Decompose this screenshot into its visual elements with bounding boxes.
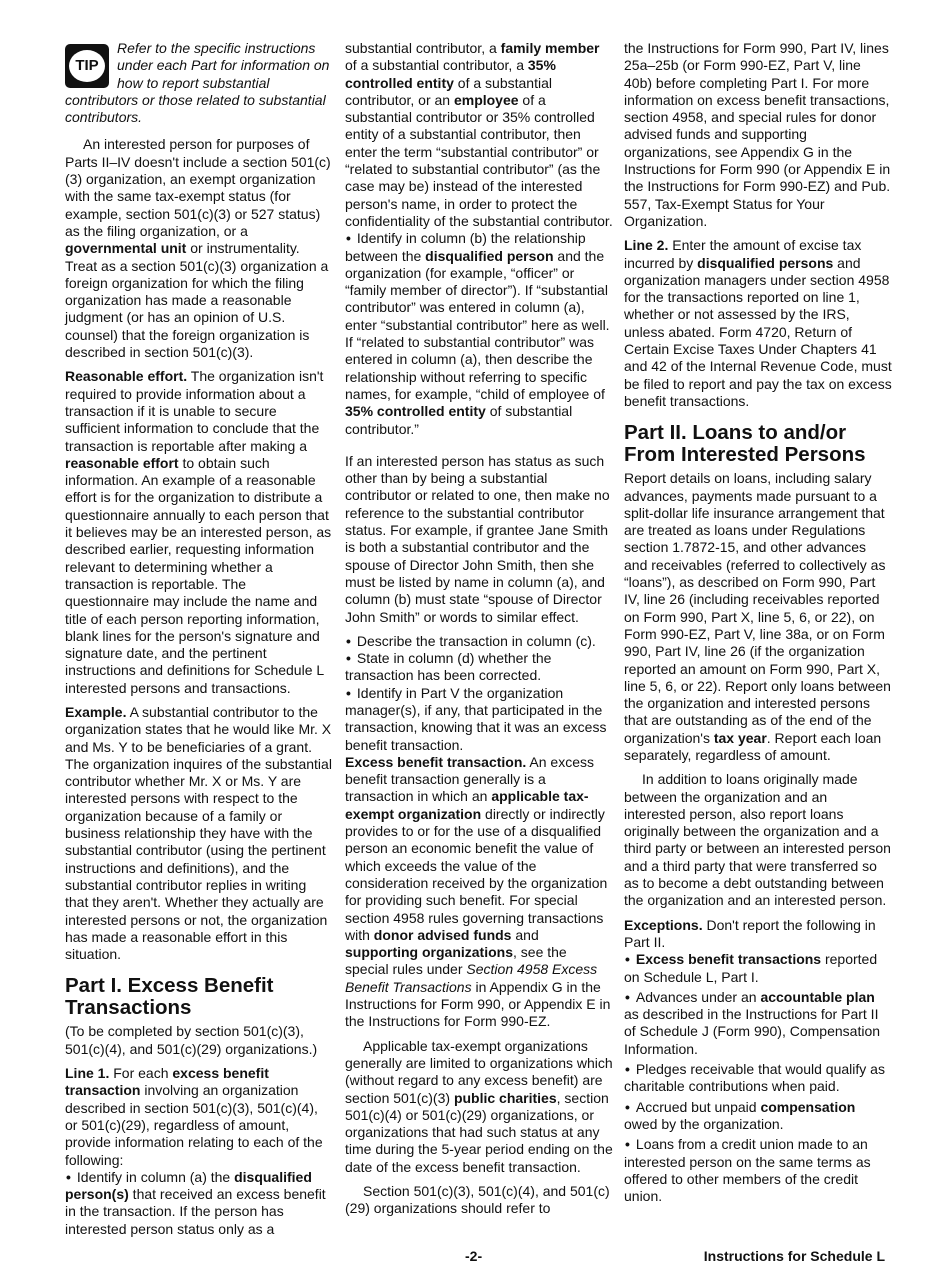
bold-term: 35% controlled entity — [345, 57, 556, 91]
bold-term: compensation — [760, 1098, 856, 1115]
bold-term: tax year — [713, 729, 767, 746]
text-run: of a substantial contributor, a — [345, 57, 528, 74]
bold-term: 35% controlled entity — [345, 403, 486, 420]
bullet-item — [345, 650, 613, 685]
text-run: of a substantial contributor or 35% controlled entity of a substantial contributor, then enter the term “substantial contributor” or “related to substantial contributor” (as the case may be) instead of the interested person's name, in order to protect the confidentiality of the substantial contributor. — [345, 91, 613, 229]
bold-term: Reasonable effort. — [65, 368, 188, 385]
paragraph — [624, 470, 892, 764]
paragraph — [65, 136, 333, 361]
bold-term: disqualified persons — [697, 254, 834, 271]
page-number: -2- — [465, 1248, 483, 1264]
text-run: Identify in column (b) the relationship between the — [345, 230, 586, 264]
italic-reference: Section 4958 Excess Benefit Transactions — [345, 961, 598, 995]
text-run: to obtain such information. An example of a reasonable effort is for the organization to distribute a questionnaire annually to each person that it believes may be an interested person, as described earlier, requesting information relevant to determining whether a transaction is reportable. The questionnaire may include the name and title of each person reporting information, blank lines for the person's signature and signature date, and the pertinent instructions and definitions for Schedule L interested persons and transactions. — [65, 454, 332, 696]
text-run: Loans from a credit union made to an interested person on the same terms as offered to other members of the credit union. — [624, 1136, 871, 1205]
text-run: Pledges receivable that would qualify as charitable contributions when paid. — [624, 1061, 885, 1095]
bold-term: excess benefit transaction — [65, 1065, 269, 1099]
text-run: involving an organization described in section 501(c)(3), 501(c)(4), or 501(c)(29), regardless of amount, provide information relating to each of the following: — [65, 1082, 323, 1168]
text-run: An excess benefit transaction generally is a transaction in which an — [345, 753, 594, 805]
text-run: (To be completed by section 501(c)(3), 501(c)(4), and 501(c)(29) organizations.) — [65, 1023, 318, 1057]
text-run: as described in the Instructions for Part II of Schedule J (Form 990), Compensation Information. — [624, 1006, 881, 1057]
bold-term: governmental unit — [65, 240, 187, 257]
bold-term: reasonable effort — [65, 454, 179, 471]
text-run: A substantial contributor to the organization states that he would like Mr. X and Ms. Y to be beneficiaries of a grant. The organization inquires of the substantial contributor whether Mr. X or Ms. Y are interested persons with respect to the organization because of a family or business relationship they have with the substantial contributor (using the pertinent instructions and definitions), and the substantial contributor replies in writing that they aren't. Whether they actually are interested persons or not, the organization has made a reasonable effort in this situation. — [65, 703, 332, 963]
text-run: The organization isn't required to provide information about a transaction if it is unable to secure sufficient information to conclude that the transaction is reportable after making a — [65, 368, 324, 454]
column-2 — [345, 40, 613, 1225]
bullet-item — [624, 989, 892, 1058]
tip-icon-label: TIP — [69, 50, 105, 82]
paragraph — [65, 1065, 333, 1169]
bold-term: donor advised funds — [373, 926, 512, 943]
text-run: Accrued but unpaid — [635, 1098, 761, 1115]
bold-term: public charities — [453, 1089, 557, 1106]
bullet-item — [345, 633, 613, 650]
section-heading — [624, 422, 892, 466]
text-run: Identify in column (a) the — [76, 1168, 235, 1185]
text-run: and the organization (for example, “officer” or “family member of director”). If “substantial contributor” was entered in column (a), enter “substantial contributor” here as well. If “related to substantial contributor” was entered in column (a), then describe the relationship without referring to specific names, for example, “child of employee of — [345, 247, 610, 402]
bold-term: Line 1. — [65, 1065, 110, 1082]
tip-icon — [65, 44, 109, 88]
column-3 — [624, 40, 892, 1208]
text-run: or instrumentality. Treat as a section 501(c)(3) organization a foreign organization for which the filing organization has made a reasonable judgment (or has an opinion of U.S. counsel) that the foreign organization is described in section 501(c)(3). — [65, 240, 329, 361]
paragraph — [65, 368, 333, 697]
text-run: Don't report the following in Part II. — [624, 916, 876, 950]
text-run: Part I. Excess Benefit Transactions — [65, 974, 274, 1020]
text-run: of a substantial contributor, or an — [345, 74, 552, 108]
bold-term: accountable plan — [760, 988, 875, 1005]
bold-term: Example. — [65, 703, 127, 720]
text-run: Identify in Part V the organization manager(s), if any, that participated in the transaction, knowing that it was an excess benefit transaction. — [345, 684, 607, 753]
text-run: and organization managers under section 4958 for the transactions reported on line 1, whether or not assessed by the IRS, unless abated. Form 4720, Return of Certain Excise Taxes Under Chapters 41 and 42 of the Internal Revenue Code, must be filed to report and pay the tax on excess benefit transactions. — [624, 254, 892, 409]
tip-text: Refer to the specific instructions under each Part for information on how to report substantial contributors or those related to substantial contributors. — [65, 40, 330, 126]
section-heading — [65, 975, 333, 1019]
text-run: Advances under an — [635, 988, 761, 1005]
bold-term: employee — [453, 91, 519, 108]
bold-term: disqualified person(s) — [65, 1168, 312, 1203]
bold-term: Line 2. — [624, 237, 669, 254]
text-run: owed by the organization. — [624, 1115, 784, 1132]
text-run: If an interested person has status as such other than by being a substantial contributor or related to one, then make no reference to the substantial contributor status. For example, if grantee Jane Smith is both a substantial contributor and the spouse of Director John Smith, then she must be listed by name in column (a), and column (b) must state “spouse of Director John Smith” or words to similar effect. — [345, 452, 610, 625]
bullet-item — [65, 1169, 333, 1238]
column-1 — [65, 40, 333, 1238]
footer-title: Instructions for Schedule L — [703, 1248, 885, 1264]
paragraph — [345, 1038, 613, 1176]
paragraph — [345, 1183, 613, 1218]
bold-term: family member — [500, 40, 600, 56]
paragraph — [624, 771, 892, 909]
bullet-item — [345, 685, 613, 754]
text-run: reported on Schedule L, Part I. — [624, 951, 878, 985]
text-run: For each — [109, 1065, 173, 1082]
text-run: , section 501(c)(4) or 501(c)(29) organizations, or organizations that had such status at any time during the 5-year period ending on the date of the excess benefit transaction. — [345, 1089, 613, 1175]
paragraph — [624, 917, 892, 952]
text-run: of substantial contributor.” — [345, 403, 573, 437]
paragraph — [65, 1023, 333, 1058]
bullet-item — [624, 1061, 892, 1096]
text-run: An interested person for purposes of Parts II–IV doesn't include a section 501(c)(3) organization, an exempt organization with the same tax-exempt status (for example, section 501(c)(3) or 527 status) as the filing organization, or a — [65, 136, 331, 239]
bold-term: Exceptions. — [624, 916, 703, 933]
text-run: Part II. Loans to and/or From Interested Persons — [624, 421, 866, 467]
paragraph — [345, 453, 613, 626]
bold-term: disqualified person — [425, 247, 554, 264]
paragraph — [345, 40, 613, 230]
bold-term: Excess benefit transactions — [635, 951, 822, 968]
text-run: directly or indirectly provides to or for the use of a disqualified person an economic benefit the value of which exceeds the value of the consideration received by the organization for providing such benefit. For special section 4958 rules governing transactions with — [345, 805, 608, 943]
paragraph — [65, 704, 333, 963]
bullet-item — [624, 951, 892, 986]
text-run: , see the special rules under — [345, 944, 567, 978]
paragraph — [624, 40, 892, 230]
bullet-item — [624, 1136, 892, 1205]
text-run: State in column (d) whether the transaction has been corrected. — [345, 650, 552, 684]
bullet-item — [624, 1099, 892, 1134]
text-run: Report details on loans, including salary advances, payments made pursuant to a split-dollar life insurance arrangement that are treated as loans under Regulations section 1.7872-15, and other advances and receivables (referred to collectively as “loans”), as described on Form 990, Part IV, line 26 (including receivables reported on Form 990, Part X, line 5, 6, or 22), on Form 990-EZ, Part V, line 38a, or on Form 990, Part IV, line 26 (if the organization reported an amount on Form 990, Part X, line 5, 6, or 22). Report only loans between the organization and interested persons that are outstanding as of the end of the organization's — [624, 470, 891, 746]
text-run: Applicable tax-exempt organizations generally are limited to organizations which (without regard to any excess benefit) are section 501(c)(3) — [345, 1037, 613, 1106]
text-run: substantial contributor, a — [345, 40, 501, 56]
bold-term: supporting organizations — [345, 944, 513, 961]
text-run: that received an excess benefit in the transaction. If the person has interested person status only as a — [65, 1186, 326, 1237]
tip-note — [65, 40, 333, 126]
bullet-item — [345, 230, 613, 438]
text-run: Enter the amount of excise tax incurred by — [624, 237, 862, 271]
text-run: in Appendix G in the Instructions for Form 990, or Appendix E in the Instructions for Form 990-EZ. — [345, 978, 611, 1030]
text-run: Section 501(c)(3), 501(c)(4), and 501(c)(29) organizations should refer to — [345, 1183, 610, 1217]
text-run: In addition to loans originally made between the organization and an interested person, also report loans originally between the organization and a third party or between an interested person and a third party that were transferred so as to become a debt outstanding between the organization and an interested person. — [624, 771, 891, 909]
paragraph — [345, 754, 613, 1031]
bold-term: Excess benefit transaction. — [345, 753, 527, 770]
text-run: Describe the transaction in column (c). — [356, 632, 596, 649]
text-run: and — [511, 926, 539, 943]
bold-term: applicable tax-exempt organization — [345, 788, 589, 822]
paragraph — [624, 237, 892, 410]
text-run: the Instructions for Form 990, Part IV, lines 25a–25b (or Form 990-EZ, Part V, line 40b) before completing Part I. For more information on excess benefit transactions, section 4958, and special rules for donor advised funds and supporting organizations, see Appendix G in the Instructions for Form 990 (or Appendix E in the Instructions for Form 990-EZ) and Pub. 557, Tax-Exempt Status for Your Organization. — [624, 40, 891, 229]
text-run: . Report each loan separately, regardless of amount. — [624, 729, 882, 763]
